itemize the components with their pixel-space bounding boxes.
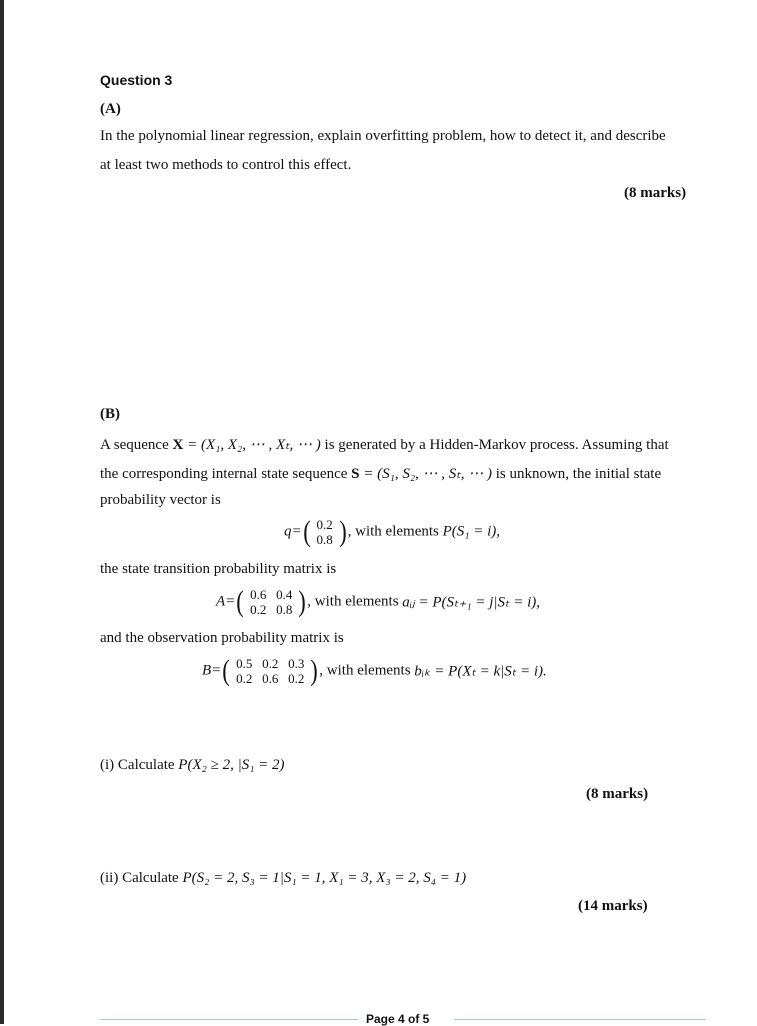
q-post: , with elements [347, 523, 443, 540]
question-title: Question 3 [100, 72, 173, 88]
b-right-paren: ) [310, 654, 319, 687]
a-matrix-intro: the state transition probability matrix is [100, 561, 337, 577]
sub-question-i-expression: P(X₂ ≥ 2, |S₁ = 2) [178, 757, 285, 773]
footer-rule-left [100, 1019, 358, 1020]
sequence-s-symbol: S [351, 466, 360, 482]
b-elements: bᵢₖ = P(Xₜ = k|Sₜ = i). [414, 663, 547, 680]
sequence-line-2-post: is unknown, the initial state [491, 466, 662, 482]
b-lhs: B= [202, 662, 222, 679]
part-a-label: (A) [100, 101, 121, 117]
a-left-paren: ( [236, 585, 245, 618]
sub-question-ii-marks: (14 marks) [578, 898, 648, 914]
sequence-x-symbol: X [172, 437, 184, 453]
sub-question-i-marks: (8 marks) [586, 786, 649, 802]
part-a-line-1: In the polynomial linear regression, explain overfitting problem, how to detect it, and describe [100, 128, 666, 144]
a-cell: 0.2 [250, 602, 267, 617]
b-cell: 0.2 [262, 656, 279, 671]
b-cell: 0.3 [288, 656, 305, 671]
b-cell: 0.6 [262, 671, 279, 686]
b-cell: 0.2 [236, 671, 253, 686]
b-left-paren: ( [222, 654, 231, 687]
a-matrix-equation [216, 587, 540, 617]
part-a-marks: (8 marks) [624, 185, 687, 201]
b-cell: 0.5 [236, 656, 253, 671]
sub-question-i [100, 757, 285, 774]
sequence-x-definition: = (X₁, X₂, ⋯ , Xₜ, ⋯ ) [183, 437, 321, 453]
sub-question-ii-pre: (ii) Calculate [100, 870, 183, 886]
sequence-line-3: probability vector is [100, 492, 221, 508]
q-right-paren: ) [338, 515, 347, 548]
q-vector [312, 517, 338, 547]
footer-rule-right [454, 1019, 706, 1020]
q-lhs: q= [284, 523, 302, 540]
sub-question-i-pre: (i) Calculate [100, 757, 179, 773]
b-post: , with elements [319, 662, 415, 679]
a-lhs: A= [216, 593, 236, 610]
sequence-line-2 [100, 464, 661, 483]
b-cell: 0.2 [288, 671, 305, 686]
sequence-s-definition: = (S₁, S₂, ⋯ , Sₜ, ⋯ ) [359, 466, 492, 482]
q-value-2: 0.8 [316, 532, 333, 547]
b-matrix-intro: and the observation probability matrix is [100, 630, 344, 646]
q-vector-equation [284, 517, 500, 547]
sequence-line-2-pre: the corresponding internal state sequence [100, 466, 352, 482]
page-number: Page 4 of 5 [366, 1012, 430, 1026]
a-cell: 0.4 [276, 587, 293, 602]
q-elements: P(S₁ = i), [442, 523, 501, 540]
q-value-1: 0.2 [316, 517, 333, 532]
a-cell: 0.8 [276, 602, 293, 617]
a-matrix [245, 587, 297, 617]
sequence-line-1-pre: A sequence [100, 437, 173, 453]
a-elements: aᵢⱼ = P(Sₜ₊₁ = j|Sₜ = i), [402, 594, 540, 611]
a-cell: 0.6 [250, 587, 267, 602]
sub-question-ii [100, 870, 466, 887]
part-b-label: (B) [100, 406, 120, 422]
q-left-paren: ( [302, 515, 311, 548]
sub-question-ii-expression: P(S₂ = 2, S₃ = 1|S₁ = 1, X₁ = 3, X₃ = 2, S₄ = 1) [182, 870, 467, 886]
sequence-line-1 [100, 435, 669, 454]
b-matrix-equation [202, 656, 547, 686]
a-right-paren: ) [298, 585, 307, 618]
sequence-line-1-post: is generated by a Hidden-Markov process. Assuming that [320, 437, 669, 453]
part-a-line-2: at least two methods to control this effect. [100, 157, 352, 173]
b-matrix [231, 656, 309, 686]
a-post: , with elements [307, 593, 403, 610]
